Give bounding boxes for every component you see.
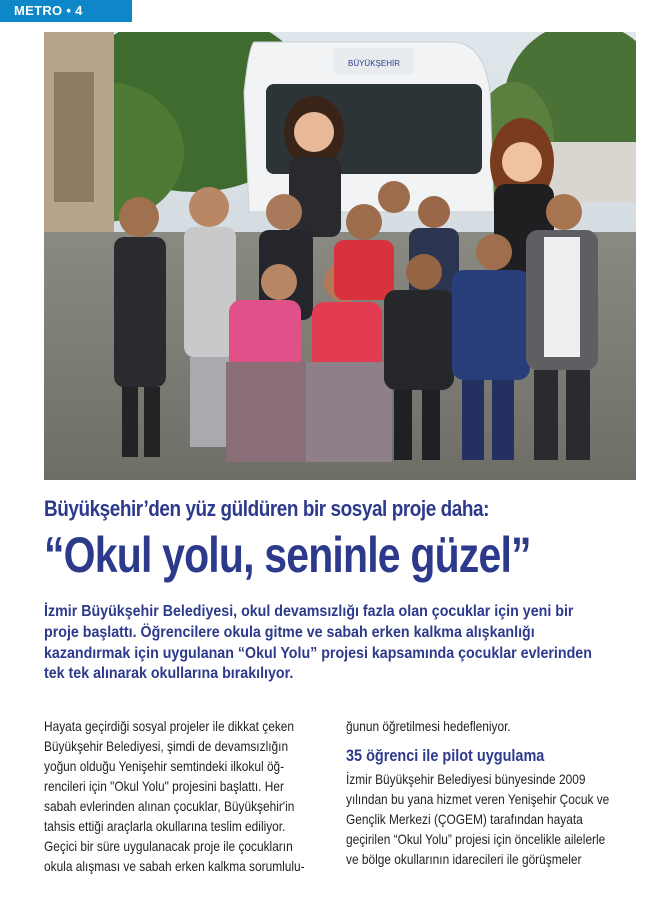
section-tag: METRO • 4: [0, 0, 132, 22]
article-photo: [44, 32, 636, 480]
body-line: İzmir Büyükşehir Belediyesi bünyesinde 2009: [346, 771, 586, 788]
lead-line: kazandırmak için uygulanan “Okul Yolu” projesi kapsamında çocuklar evlerinden: [44, 644, 592, 662]
lead-line: proje başlattı. Öğrencilere okula gitme ve sabah erken kalkma alışkanlığı: [44, 623, 535, 641]
body-line: tahsis ettiği araçlarla okullarına teslim ediliyor.: [44, 818, 286, 835]
body-line: Hayata geçirdiği sosyal projeler ile dikkat çeken: [44, 718, 295, 734]
body-line: Büyükşehir Belediyesi, şimdi de devamsızlığın: [44, 738, 289, 755]
subsection-title: 35 öğrenci ile pilot uygulama: [346, 746, 545, 766]
body-line: Geçici bir süre uygulanacak proje ile çocukların: [44, 838, 293, 855]
body-column-left: [44, 716, 333, 876]
body-line: yılından bu yana hizmet veren Yenişehir Çocuk ve: [346, 791, 610, 808]
van-label: BÜYÜKŞEHİR: [347, 59, 401, 68]
body-line: rencileri için "Okul Yolu" projesini başlattı. Her: [44, 778, 284, 795]
body-line: ğunun öğretilmesi hedefleniyor.: [346, 718, 511, 734]
body-line: ve bölge okullarının idarecileri ile görüşmeler: [346, 851, 582, 868]
body-line: sabah evlerinden alınan çocuklar, Büyükşehir'in: [44, 798, 295, 815]
body-column-right: [346, 716, 635, 869]
article-subhead: Büyükşehir’den yüz güldüren bir sosyal proje daha:: [44, 496, 489, 521]
body-line: yoğun olduğu Yenişehir semtindeki ilkokul öğ-: [44, 758, 285, 775]
body-line: Gençlik Merkezi (ÇOGEM) tarafından hayata: [346, 811, 583, 828]
article-headline: “Okul yolu, seninle güzel”: [44, 527, 531, 583]
lead-line: İzmir Büyükşehir Belediyesi, okul devamsızlığı fazla olan çocuklar için yeni bir: [44, 603, 574, 620]
lead-line: tek tek alınarak okullarına bırakılıyor.: [44, 665, 294, 683]
body-line: geçirilen “Okul Yolu” projesi için öncelikle ailelerle: [346, 831, 606, 848]
article-lead: [44, 602, 614, 685]
body-line: okula alışması ve sabah erken kalkma sorumlulu-: [44, 858, 305, 875]
